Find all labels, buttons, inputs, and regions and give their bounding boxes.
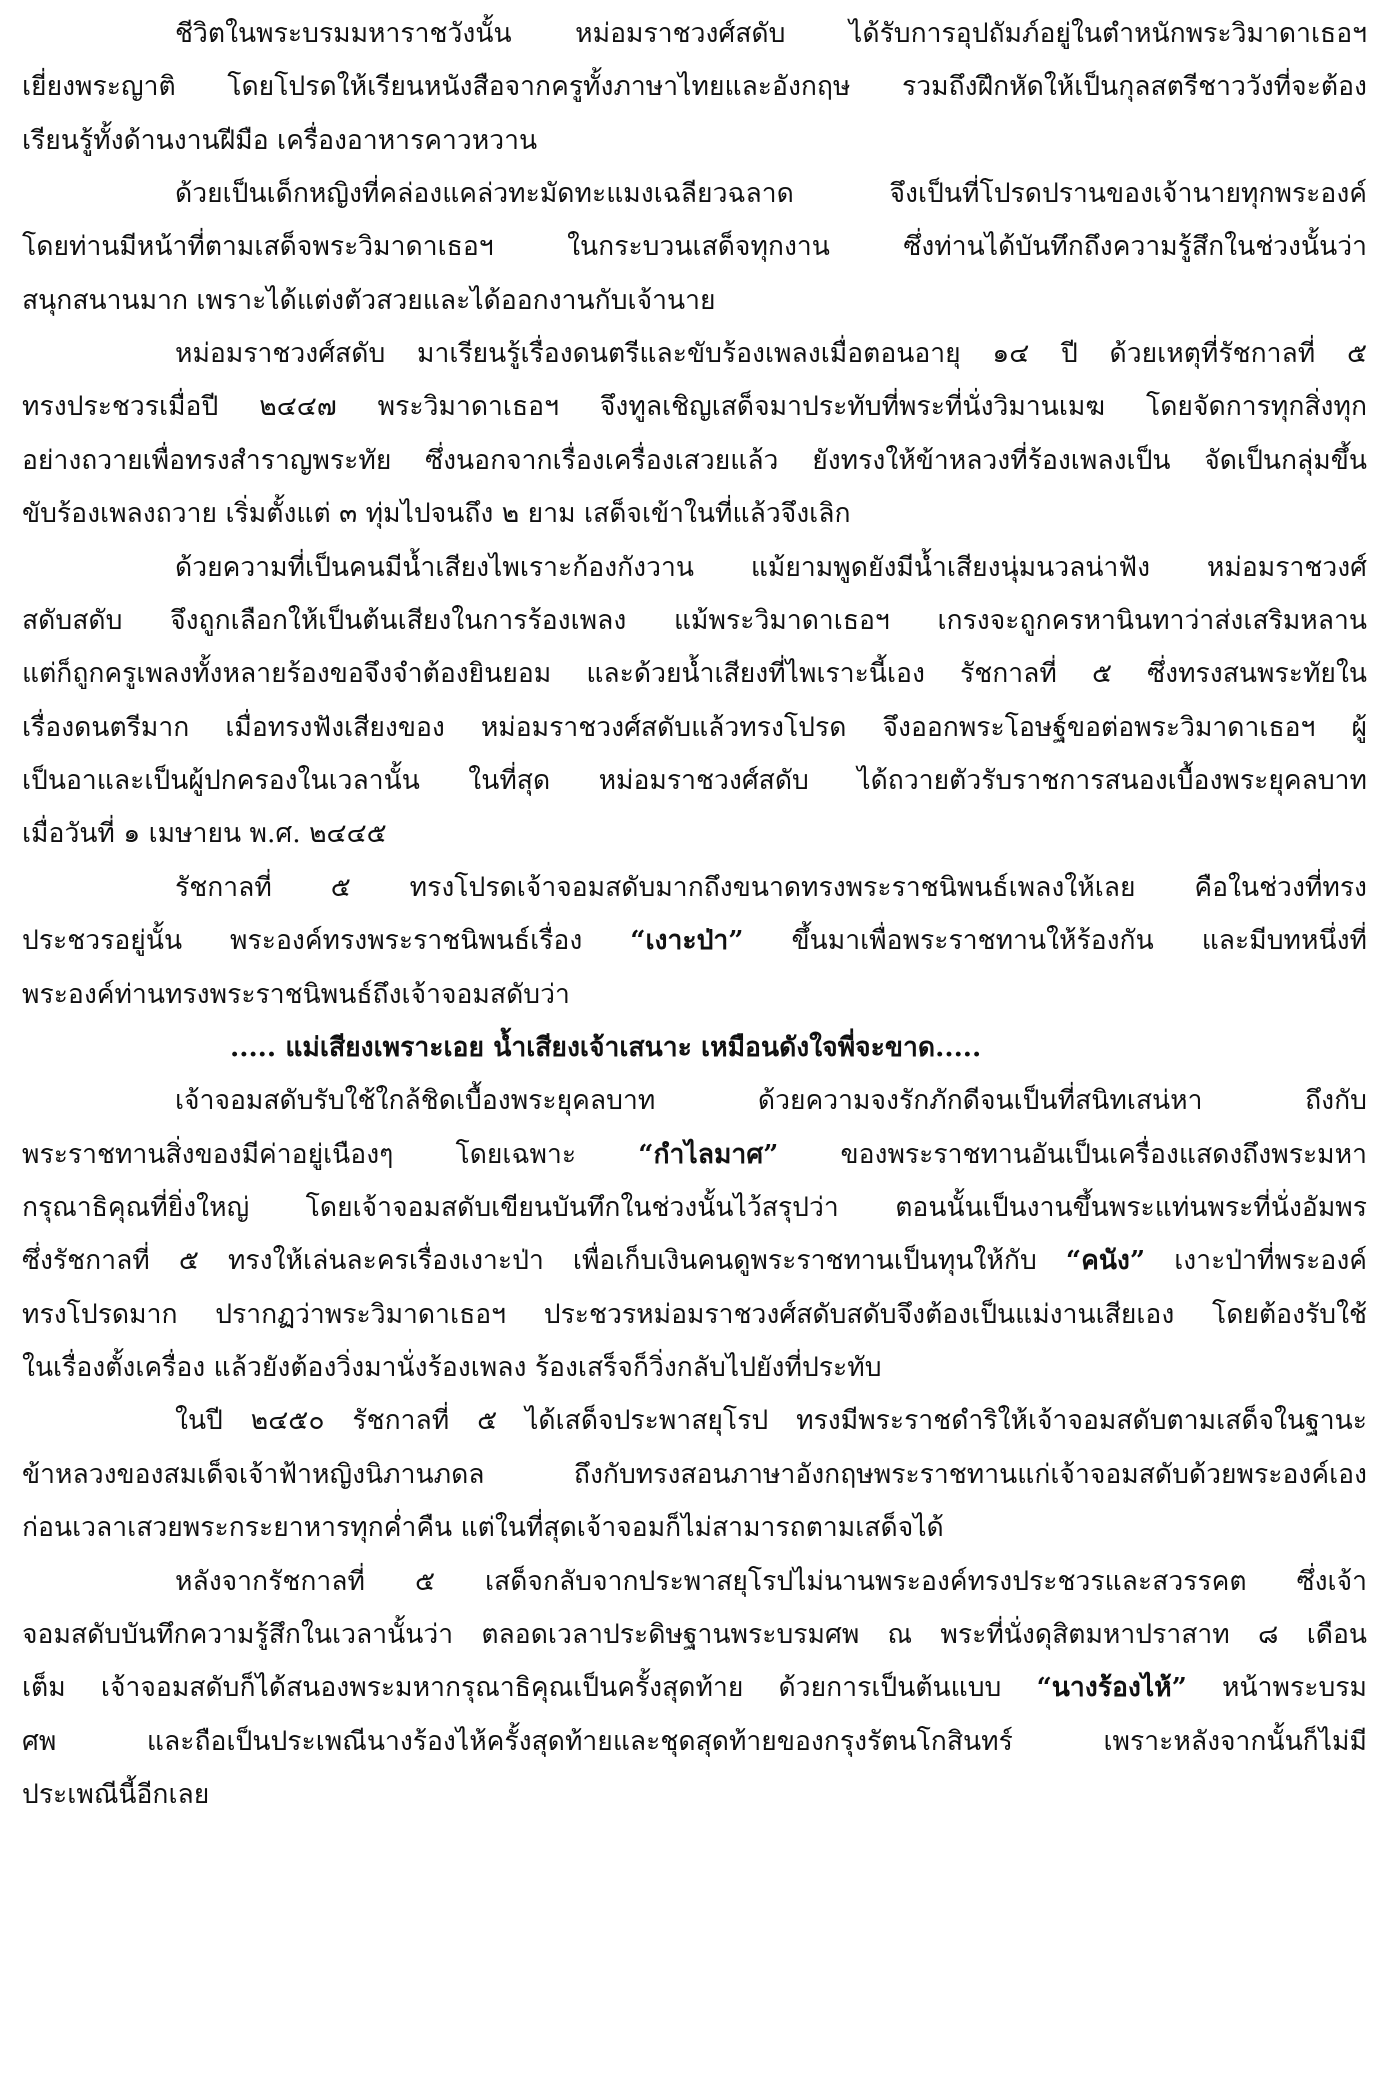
text-run: ทรงโปรดมาก ปรากฏว่าพระวิมาดาเธอฯ ประชวรหม่อมราชวงศ์สดับสดับจึงต้องเป็นแม่งานเสียเอง โดยต้องรับใช้ <box>22 1299 1367 1330</box>
text-run: ก่อนเวลาเสวยพระกระยาหารทุกค่ำคืน แต่ในที่สุดเจ้าจอมก็ไม่สามารถตามเสด็จได้ <box>22 1512 944 1543</box>
p2-line-3: สนุกสนานมาก เพราะได้แต่งตัวสวยและได้ออกงานกับเจ้านาย <box>22 285 716 316</box>
p3-line-2: ทรงประชวรเมื่อปี ๒๔๔๗ พระวิมาดาเธอฯ จึงทูลเชิญเสด็จมาประทับที่พระที่นั่งวิมานเมฆ โดยจัดการทุกสิ่งทุก <box>22 391 1367 422</box>
p5-line-3 <box>22 975 1367 1015</box>
text-run: หลังจากรัชกาลที่ ๕ เสด็จกลับจากประพาสยุโรปไม่นานพระองค์ทรงประชวรและสวรรคต ซึ่งเจ้า <box>175 1566 1367 1597</box>
p6-line-5 <box>22 1295 1367 1335</box>
p6-line-2 <box>22 1135 1367 1175</box>
p8-line-5 <box>22 1775 1367 1815</box>
text-run: พระองค์ท่านทรงพระราชนิพนธ์ถึงเจ้าจอมสดับว่า <box>22 979 570 1010</box>
text-run: ศพ และถือเป็นประเพณีนางร้องไห้ครั้งสุดท้ายและชุดสุดท้ายของกรุงรัตนโกสินทร์ เพราะหลังจากนั้นก็ไม่มี <box>22 1726 1367 1757</box>
p3-line-3: อย่างถวายเพื่อทรงสำราญพระทัย ซึ่งนอกจากเรื่องเครื่องเสวยแล้ว ยังทรงให้ข้าหลวงที่ร้องเพลงเป็น จัดเป็นกลุ่มขึ้น <box>22 445 1367 476</box>
p3-line-1: หม่อมราชวงศ์สดับ มาเรียนรู้เรื่องดนตรีและขับร้องเพลงเมื่อตอนอายุ ๑๔ ปี ด้วยเหตุที่รัชกาลที่ ๕ <box>175 338 1367 369</box>
p1-line-2: เยี่ยงพระญาติ โดยโปรดให้เรียนหนังสือจากครูทั้งภาษาไทยและอังกฤษ รวมถึงฝึกหัดให้เป็นกุลสตรีชาววังที่จะต้อง <box>22 71 1367 102</box>
p2-line-2: โดยท่านมีหน้าที่ตามเสด็จพระวิมาดาเธอฯ ในกระบวนเสด็จทุกงาน ซึ่งท่านได้บันทึกถึงความรู้สึกในช่วงนั้นว่า <box>22 231 1367 262</box>
verse-quote: ..... แม่เสียงเพราะเอย น้ำเสียงเจ้าเสนาะ เหมือนดังใจพี่จะขาด..... <box>230 1032 982 1063</box>
text-run: ในปี ๒๔๕๐ รัชกาลที่ ๕ ได้เสด็จประพาสยุโรป ทรงมีพระราชดำริให้เจ้าจอมสดับตามเสด็จในฐานะ <box>175 1405 1367 1436</box>
emphasized-term: “คนัง” <box>1065 1245 1146 1276</box>
p6-line-4 <box>22 1241 1367 1281</box>
text-run: ซึ่งรัชกาลที่ ๕ ทรงให้เล่นละครเรื่องเงาะป่า เพื่อเก็บเงินคนดูพระราชทานเป็นทุนให้กับ <box>22 1245 1066 1276</box>
text-run: ในเรื่องตั้งเครื่อง แล้วยังต้องวิ่งมานั่งร้องเพลง ร้องเสร็จก็วิ่งกลับไปยังที่ประทับ <box>22 1352 882 1383</box>
p7-line-3 <box>22 1508 1367 1548</box>
text-run: พระราชทานสิ่งของมีค่าอยู่เนืองๆ โดยเฉพาะ <box>22 1139 639 1170</box>
p2-line-1: ด้วยเป็นเด็กหญิงที่คล่องแคล่วทะมัดทะแมงเฉลียวฉลาด จึงเป็นที่โปรดปรานของเจ้านายทุกพระองค์ <box>175 178 1367 209</box>
p4-line-3: แต่ก็ถูกครูเพลงทั้งหลายร้องขอจึงจำต้องยินยอม และด้วยน้ำเสียงที่ไพเราะนี้เอง รัชกาลที่ ๕ ซึ่งทรงสนพระทัยใน <box>22 658 1367 689</box>
text-run: ประชวรอยู่นั้น พระองค์ทรงพระราชนิพนธ์เรื่อง <box>22 925 631 956</box>
text-run: รัชกาลที่ ๕ ทรงโปรดเจ้าจอมสดับมากถึงขนาดทรงพระราชนิพนธ์เพลงให้เลย คือในช่วงที่ทรง <box>175 872 1367 903</box>
p4-line-6: เมื่อวันที่ ๑ เมษายน พ.ศ. ๒๔๔๕ <box>22 818 387 849</box>
text-run: ขึ้นมาเพื่อพระราชทานให้ร้องกัน และมีบทหนึ่งที่ <box>743 925 1367 956</box>
p4-line-1: ด้วยความที่เป็นคนมีน้ำเสียงไพเราะก้องกังวาน แม้ยามพูดยังมีน้ำเสียงนุ่มนวลน่าฟัง หม่อมราชวงศ์ <box>175 552 1367 583</box>
text-run: ข้าหลวงของสมเด็จเจ้าฟ้าหญิงนิภานภดล ถึงกับทรงสอนภาษาอังกฤษพระราชทานแก่เจ้าจอมสดับด้วยพระองค์เอง <box>22 1459 1367 1490</box>
p1-line-1: ชีวิตในพระบรมมหาราชวังนั้น หม่อมราชวงศ์สดับ ได้รับการอุปถัมภ์อยู่ในตำหนักพระวิมาดาเธอฯ <box>175 18 1367 49</box>
p4-line-2: สดับสดับ จึงถูกเลือกให้เป็นต้นเสียงในการร้องเพลง แม้พระวิมาดาเธอฯ เกรงจะถูกครหานินทาว่าส่งเสริมหลาน <box>22 605 1367 636</box>
p6-line-3 <box>22 1188 1367 1228</box>
p1-line-3: เรียนรู้ทั้งด้านงานฝีมือ เครื่องอาหารคาวหวาน <box>22 125 538 156</box>
text-run: เต็ม เจ้าจอมสดับก็ได้สนองพระมหากรุณาธิคุณเป็นครั้งสุดท้าย ด้วยการเป็นต้นแบบ <box>22 1672 1037 1703</box>
p5-line-1 <box>175 868 1367 908</box>
text-run: จอมสดับบันทึกความรู้สึกในเวลานั้นว่า ตลอดเวลาประดิษฐานพระบรมศพ ณ พระที่นั่งดุสิตมหาปราสาท ๘ เดือน <box>22 1619 1367 1650</box>
p5-line-2 <box>22 921 1367 961</box>
text-run: กรุณาธิคุณที่ยิ่งใหญ่ โดยเจ้าจอมสดับเขียนบันทึกในช่วงนั้นไว้สรุปว่า ตอนนั้นเป็นงานขึ้นพระแท่นพระที่นั่งอัมพร <box>22 1192 1367 1223</box>
emphasized-term: “เงาะป่า” <box>630 925 744 956</box>
p6-line-1 <box>175 1081 1367 1121</box>
text-run: ของพระราชทานอันเป็นเครื่องแสดงถึงพระมหา <box>778 1139 1367 1170</box>
text-run: ประเพณีนี้อีกเลย <box>22 1779 210 1810</box>
text-run: เงาะป่าที่พระองค์ <box>1145 1245 1367 1276</box>
emphasized-term: “นางร้องไห้” <box>1036 1672 1187 1703</box>
p3-line-4: ขับร้องเพลงถวาย เริ่มตั้งแต่ ๓ ทุ่มไปจนถึง ๒ ยาม เสด็จเข้าในที่แล้วจึงเลิก <box>22 498 851 529</box>
emphasized-term: “กำไลมาศ” <box>638 1139 779 1170</box>
p8-line-3 <box>22 1668 1367 1708</box>
p6-line-6 <box>22 1348 1367 1388</box>
p4-line-5: เป็นอาและเป็นผู้ปกครองในเวลานั้น ในที่สุด หม่อมราชวงศ์สดับ ได้ถวายตัวรับราชการสนองเบื้องพระยุคลบาท <box>22 765 1367 796</box>
p8-line-2 <box>22 1615 1367 1655</box>
p7-line-1 <box>175 1401 1367 1441</box>
p8-line-1 <box>175 1562 1367 1602</box>
text-run: หน้าพระบรม <box>1186 1672 1367 1703</box>
p8-line-4 <box>22 1722 1367 1762</box>
p4-line-4: เรื่องดนตรีมาก เมื่อทรงฟังเสียงของ หม่อมราชวงศ์สดับแล้วทรงโปรด จึงออกพระโอษฐ์ขอต่อพระวิมาดาเธอฯ ผู้ <box>22 712 1367 743</box>
p7-line-2 <box>22 1455 1367 1495</box>
text-run: เจ้าจอมสดับรับใช้ใกล้ชิดเบื้องพระยุคลบาท ด้วยความจงรักภักดีจนเป็นที่สนิทเสน่หา ถึงกับ <box>175 1085 1367 1116</box>
